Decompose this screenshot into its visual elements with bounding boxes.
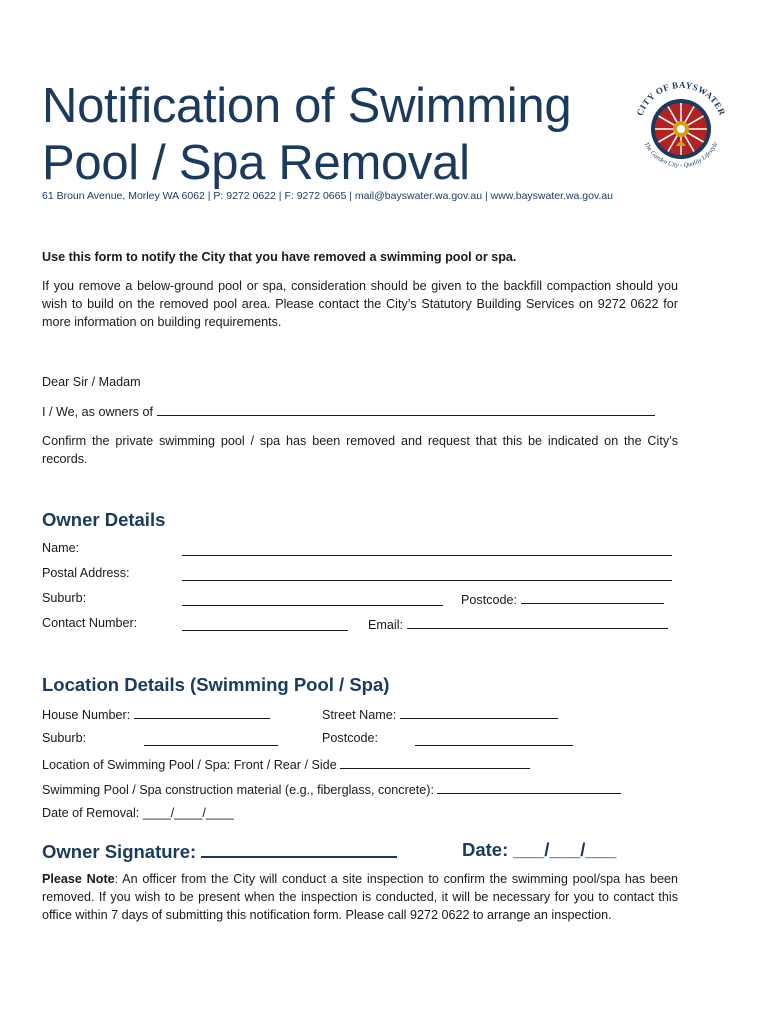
location-details-heading: Location Details (Swimming Pool / Spa) xyxy=(42,674,390,695)
street-name-row xyxy=(322,706,558,722)
street-name-field[interactable] xyxy=(400,706,558,719)
please-note-label: Please Note xyxy=(42,872,115,886)
owner-signature-row xyxy=(42,839,397,863)
title-line-1: Notification of Swimming xyxy=(42,79,572,133)
owner-postcode-row xyxy=(461,591,664,607)
owner-name-field[interactable] xyxy=(182,543,672,556)
pool-location-row xyxy=(42,756,530,772)
owner-signature-field[interactable] xyxy=(201,839,397,858)
house-number-field[interactable] xyxy=(134,706,270,719)
owner-name-label: Name: xyxy=(42,541,80,555)
owners-of-line[interactable] xyxy=(157,403,655,416)
title-line-2: Pool / Spa Removal xyxy=(42,136,470,190)
contact-number-field[interactable] xyxy=(182,618,348,631)
city-logo xyxy=(628,74,734,180)
construction-material-label: Swimming Pool / Spa construction material (e.g., fiberglass, concrete): xyxy=(42,783,438,797)
logo-text-top: CITY OF BAYSWATER xyxy=(634,79,728,118)
page-title xyxy=(42,78,571,192)
owner-postcode-label: Postcode: xyxy=(461,593,521,607)
owners-of-row xyxy=(42,403,655,419)
owner-suburb-field[interactable] xyxy=(182,593,443,606)
signature-date[interactable]: Date: ___/___/___ xyxy=(462,839,617,860)
pool-location-field[interactable] xyxy=(340,756,530,769)
salutation: Dear Sir / Madam xyxy=(42,375,141,389)
owner-postcode-field[interactable] xyxy=(521,591,664,604)
postal-address-label: Postal Address: xyxy=(42,566,130,580)
location-postcode-label: Postcode: xyxy=(322,731,379,745)
location-suburb-label: Suburb: xyxy=(42,731,87,745)
house-number-label: House Number: xyxy=(42,708,134,722)
postal-address-field[interactable] xyxy=(182,568,672,581)
intro-paragraph: If you remove a below-ground pool or spa, consideration should be given to the backfill compaction should you wish to build on the removed pool area. Please contact the City’s Statutory Building Services on 9272 0622 for more information on building requirements. xyxy=(42,279,678,329)
owner-suburb-label: Suburb: xyxy=(42,591,87,605)
owner-signature-label: Owner Signature: xyxy=(42,841,202,862)
intro-heading: Use this form to notify the City that you have removed a swimming pool or spa. xyxy=(42,250,517,264)
location-suburb-field[interactable] xyxy=(144,733,278,746)
contact-number-label: Contact Number: xyxy=(42,616,138,630)
email-label: Email: xyxy=(368,618,407,632)
construction-material-row xyxy=(42,781,621,797)
confirm-text: Confirm the private swimming pool / spa has been removed and request that this be indicated on the City’s records. xyxy=(42,434,678,466)
email-row xyxy=(368,616,668,632)
location-postcode-field[interactable] xyxy=(415,733,573,746)
house-number-row xyxy=(42,706,270,722)
pool-location-label: Location of Swimming Pool / Spa: Front / Rear / Side xyxy=(42,758,341,772)
date-of-removal[interactable]: Date of Removal: ____/____/____ xyxy=(42,806,234,820)
please-note-text: : An officer from the City will conduct a site inspection to confirm the swimming pool/spa has been removed. If you wish to be present when the inspection is conducted, it will be necessary for you to contact this office within 7 days of submitting this notification form. Please call 9272 0622 to arrange an inspection. xyxy=(42,872,678,922)
logo-text-bottom: The Garden City - Quality Lifestyle xyxy=(642,141,720,170)
street-name-label: Street Name: xyxy=(322,708,400,722)
owners-of-label: I / We, as owners of xyxy=(42,405,157,419)
please-note xyxy=(42,870,678,924)
email-field[interactable] xyxy=(407,616,668,629)
construction-material-field[interactable] xyxy=(437,781,621,794)
owner-details-heading: Owner Details xyxy=(42,509,166,530)
contact-line: 61 Broun Avenue, Morley WA 6062 | P: 9272 0622 | F: 9272 0665 | mail@bayswater.wa.gov.au | www.bayswater.wa.gov.au xyxy=(42,190,614,202)
